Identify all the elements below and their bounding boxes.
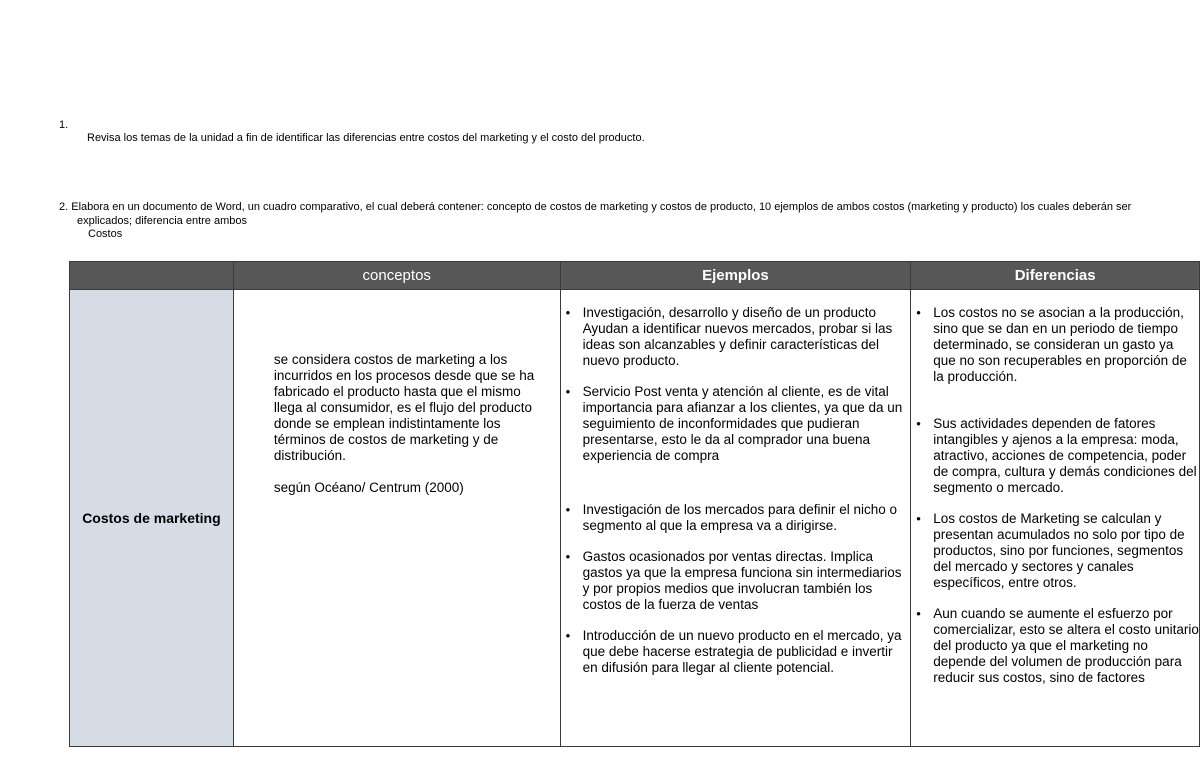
question-2-text-line-2: explicados; diferencia entre ambos (77, 215, 247, 227)
list-item (561, 305, 905, 369)
differences-cell (911, 290, 1200, 747)
bullet-icon: • (916, 416, 921, 431)
difference-text: Los costos de Marketing se calculan y presentan acumulados no solo por tipo de productos, sino por funciones, segmentos del mercado y sectores y canales específicos, entre otros. (933, 511, 1185, 590)
examples-cell (560, 290, 911, 747)
comparison-table (69, 261, 1200, 747)
question-1-number: 1. (59, 119, 69, 131)
list-item (911, 511, 1199, 591)
bullet-icon: • (916, 606, 921, 621)
example-text: Investigación de los mercados para definir el nicho o segmento al que la empresa va a dirigirse. (582, 502, 898, 533)
question-1-text: Revisa los temas de la unidad a fin de identificar las diferencias entre costos del marketing y el costo del producto. (87, 132, 645, 144)
concept-text: se considera costos de marketing a los incurridos en los procesos desde que se ha fabricado el producto hasta que el mismo llega al consumidor, es el flujo del producto donde se emplean indistintamente los términos de costos de marketing y de distribución. (273, 352, 535, 463)
bullet-icon: • (565, 305, 571, 320)
row-label-costos-de-marketing: Costos de marketing (70, 290, 234, 747)
concept-source: según Océano/ Centrum (2000) (273, 480, 464, 495)
differences-list (911, 305, 1199, 684)
difference-text: Los costos no se asocian a la producción, sino que se dan en un periodo de tiempo determinado, se consideran un gasto ya que no son recuperables en proporción de la producción. (933, 305, 1187, 384)
list-item (911, 606, 1199, 684)
list-item (561, 502, 905, 534)
header-empty-cell (70, 262, 234, 290)
bullet-icon: • (916, 305, 921, 320)
list-item (561, 384, 905, 464)
example-text: Introducción de un nuevo producto en el mercado, ya que debe hacerse estrategia de publicidad e invertir en difusión para llegar al cliente potencial. (582, 628, 902, 675)
list-item (561, 628, 905, 676)
difference-text: Sus actividades dependen de fatores intangibles y ajenos a la empresa: moda, atractivo, acciones de competencia, poder de compra, cultura y demás condiciones del segmento o mercado. (933, 416, 1197, 495)
bullet-icon: • (916, 511, 921, 526)
header-diferencias: Diferencias (911, 262, 1200, 290)
header-conceptos: conceptos (233, 262, 560, 290)
question-2-text-line-1: 2. Elabora en un documento de Word, un cuadro comparativo, el cual deberá contener: concepto de costos de marketing y costos de producto, 10 ejemplos de ambos costos (marketing y producto) los cuales deberán ser (59, 201, 1132, 213)
table-header-row (70, 262, 1200, 290)
examples-list (561, 305, 905, 676)
differences-clip (911, 305, 1199, 684)
list-item (561, 549, 905, 613)
bullet-icon: • (565, 502, 571, 517)
concept-cell (233, 290, 560, 747)
bullet-icon: • (565, 549, 571, 564)
example-text: Servicio Post venta y atención al cliente, es de vital importancia para afianzar a los clientes, ya que da un seguimiento de inconformidades que pudieran presentarse, esto le da al comprador una buena experiencia de compra (582, 384, 903, 463)
list-item (911, 416, 1199, 496)
bullet-icon: • (565, 628, 571, 643)
example-text: Investigación, desarrollo y diseño de un producto Ayudan a identificar nuevos mercados, probar si las ideas son alcanzables y definir características del nuevo producto. (582, 305, 893, 368)
example-text: Gastos ocasionados por ventas directas. Implica gastos ya que la empresa funciona sin intermediarios y por propios medios que involucran también los costos de la fuerza de ventas (582, 549, 902, 612)
question-2-text-line-3: Costos (88, 228, 123, 240)
bullet-icon: • (565, 384, 571, 399)
table-row (70, 290, 1200, 747)
difference-text: Aun cuando se aumente el esfuerzo por comercializar, esto se altera el costo unitario del producto ya que el marketing no depende del volumen de producción para reducir sus costos, sino de factores (933, 606, 1199, 684)
header-ejemplos: Ejemplos (560, 262, 911, 290)
list-item (911, 305, 1199, 385)
